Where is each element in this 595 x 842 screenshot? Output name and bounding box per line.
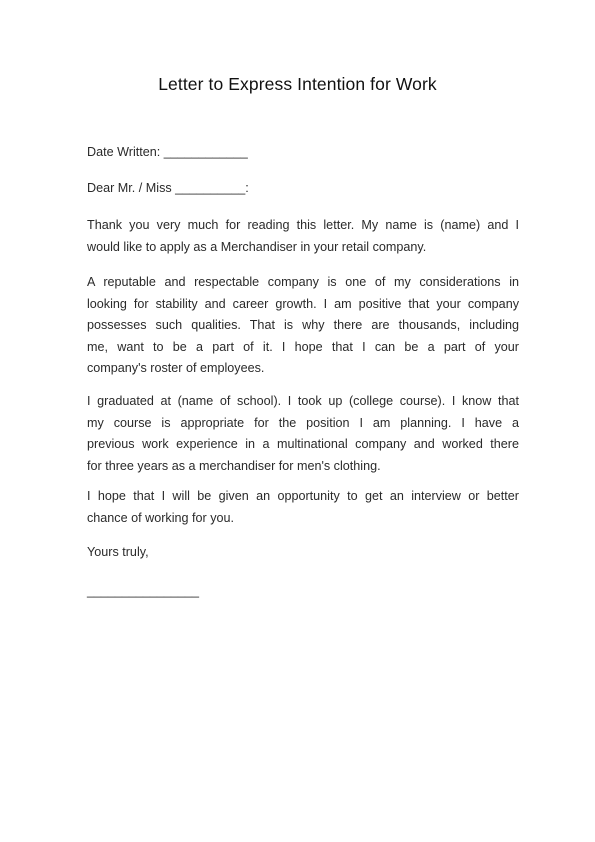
paragraph-line: my course is appropriate for the position I am planning. I have a [87, 415, 519, 430]
paragraph-education [87, 391, 519, 477]
date-written-line: Date Written: ____________ [87, 145, 248, 159]
paragraph-line: looking for stability and career growth. I am positive that your company [87, 296, 519, 311]
paragraph-line: I hope that I will be given an opportunity to get an interview or better [87, 489, 519, 503]
document-title: Letter to Express Intention for Work [158, 74, 437, 94]
salutation: Dear Mr. / Miss __________: [87, 181, 249, 195]
paragraph-line: possesses such qualities. That is why there are thousands, including [87, 318, 519, 332]
closing-phrase: Yours truly, [87, 545, 149, 559]
paragraph-intro [87, 215, 519, 258]
paragraph-line: for three years as a merchandiser for men's clothing. [87, 458, 381, 473]
paragraph-line: previous work experience in a multinational company and worked there [87, 437, 519, 451]
paragraph-line: A reputable and respectable company is one of my considerations in [87, 275, 519, 289]
paragraph-company [87, 272, 519, 380]
signature-line: ________________ [87, 584, 200, 598]
paragraph-closing [87, 486, 519, 529]
paragraph-line: I graduated at (name of school). I took up (college course). I know that [87, 394, 519, 408]
paragraph-line: Thank you very much for reading this letter. My name is (name) and I [87, 218, 519, 232]
paragraph-line: would like to apply as a Merchandiser in your retail company. [87, 239, 427, 254]
paragraph-line: company's roster of employees. [87, 361, 265, 375]
paragraph-line: me, want to be a part of it. I hope that I can be a part of your [87, 339, 519, 354]
paragraph-line: chance of working for you. [87, 510, 235, 525]
